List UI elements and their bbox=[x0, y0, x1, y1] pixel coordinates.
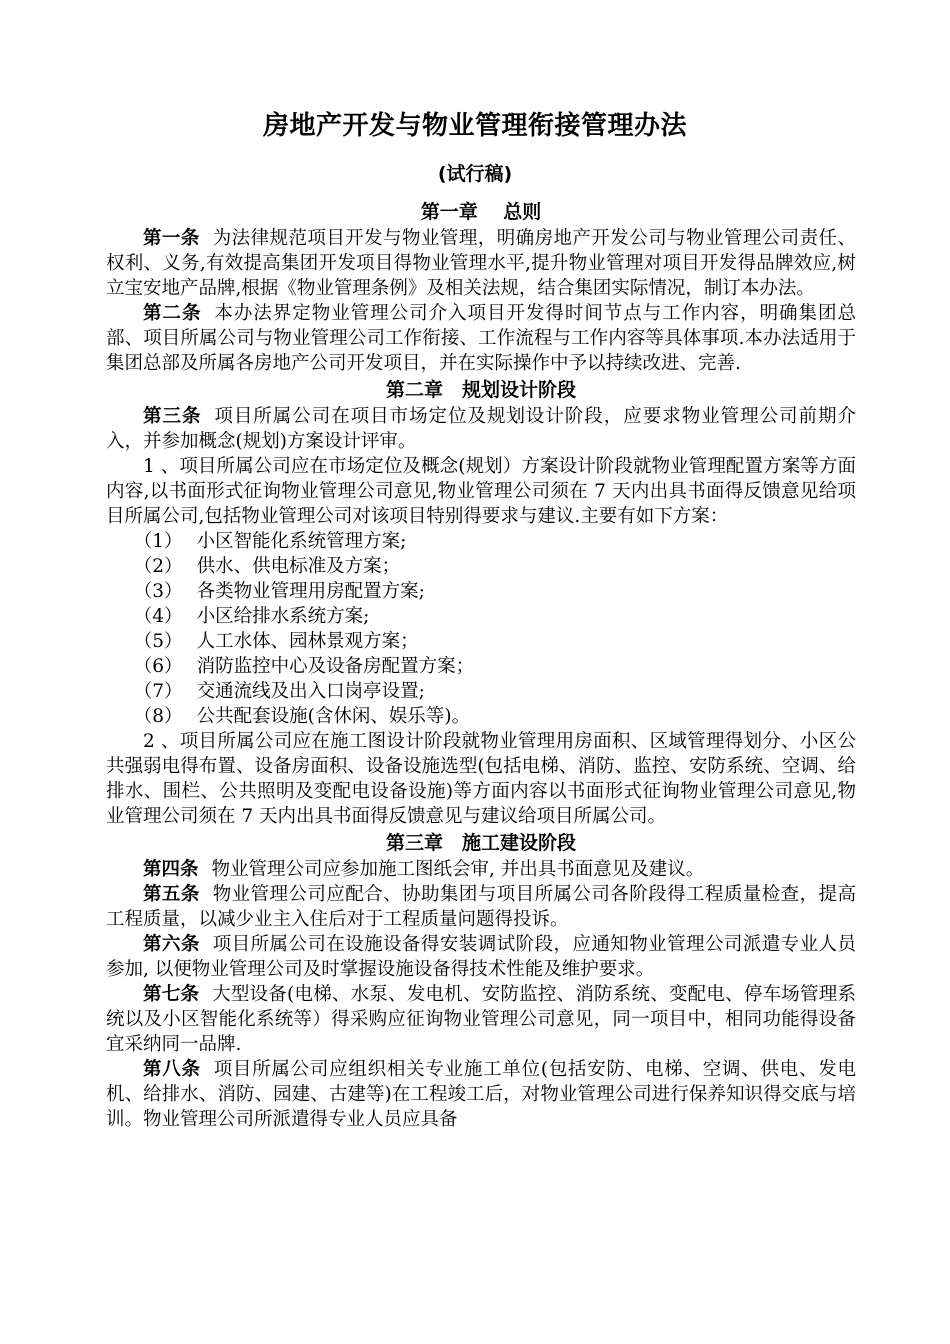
list-item-number: （2） bbox=[133, 556, 183, 577]
article-7 bbox=[106, 982, 856, 1057]
article-3-text: 项目所属公司在项目市场定位及规划设计阶段，应要求物业管理公司前期介入，并参加概念(规划)方案设计评审。 bbox=[106, 406, 856, 452]
article-2-text: 本办法界定物业管理公司介入项目开发得时间节点与工作内容，明确集团总部、项目所属公司与物业管理公司工作衔接、工作流程与工作内容等具体事项.本办法适用于集团总部及所属各房地产公司开发项目，并在实际操作中予以持续改进、完善. bbox=[106, 303, 856, 374]
article-3-label: 第三条 bbox=[143, 406, 202, 427]
article-4 bbox=[106, 857, 856, 882]
list-item bbox=[106, 679, 856, 704]
list-item bbox=[106, 529, 856, 554]
list-item-text: 小区智能化系统管理方案; bbox=[196, 531, 407, 552]
list-item bbox=[106, 654, 856, 679]
article-4-text: 物业管理公司应参加施工图纸会审, 并出具书面意见及建议。 bbox=[211, 859, 705, 880]
list-item-number: （1） bbox=[133, 531, 183, 552]
chapter-1-heading: 第一章 总则 bbox=[420, 201, 542, 223]
article-2-label: 第二条 bbox=[143, 303, 202, 324]
list-item-text: 消防监控中心及设备房配置方案； bbox=[196, 656, 475, 677]
plan-list bbox=[106, 529, 856, 729]
article-6-text: 项目所属公司在设施设备得安装调试阶段，应通知物业管理公司派遣专业人员参加, 以便物业管理公司及时掌握设施设备得技术性能及维护要求。 bbox=[106, 934, 856, 980]
article-5-text: 物业管理公司应配合、协助集团与项目所属公司各阶段得工程质量检查，提高工程质量，以减少业主入住后对于工程质量问题得投诉。 bbox=[106, 884, 856, 930]
article-3-item-2: 2 、项目所属公司应在施工图设计阶段就物业管理用房面积、区域管理得划分、小区公共强弱电得布置、设备房面积、设备设施选型(包括电梯、消防、监控、安防系统、空调、给排水、围栏、公共照明及变配电设备设施)等方面内容以书面形式征询物业管理公司意见,物业管理公司须在 7 天内出具书面得反馈意见与建议给项目所属公司。 bbox=[106, 731, 856, 827]
list-item-number: （7） bbox=[133, 681, 183, 702]
list-item-text: 人工水体、园林景观方案； bbox=[196, 631, 419, 652]
article-6 bbox=[106, 932, 856, 982]
article-5 bbox=[106, 882, 856, 932]
chapter-2-heading: 第二章 规划设计阶段 bbox=[385, 379, 576, 401]
list-item-number: （8） bbox=[133, 706, 183, 727]
article-3-item-1: 1 、项目所属公司应在市场定位及概念(规划）方案设计阶段就物业管理配置方案等方面内容,以书面形式征询物业管理公司意见,物业管理公司须在 7 天内出具书面得反馈意见给项目所属公司,包括物业管理公司对该项目特别得要求与建议.主要有如下方案： bbox=[106, 456, 856, 527]
article-8 bbox=[106, 1057, 856, 1132]
list-item-text: 公共配套设施(含休闲、娱乐等)。 bbox=[196, 706, 471, 727]
document-title: 房地产开发与物业管理衔接管理办法 bbox=[262, 111, 687, 141]
article-8-label: 第八条 bbox=[143, 1059, 201, 1080]
list-item-text: 交通流线及出入口岗亭设置; bbox=[196, 681, 425, 702]
document-body bbox=[106, 198, 856, 1132]
list-item bbox=[106, 554, 856, 579]
list-item-number: （4） bbox=[133, 606, 183, 627]
list-item bbox=[106, 704, 856, 729]
article-4-label: 第四条 bbox=[143, 859, 199, 880]
article-5-label: 第五条 bbox=[143, 884, 200, 905]
list-item bbox=[106, 629, 856, 654]
list-item bbox=[106, 579, 856, 604]
article-7-text: 大型设备(电梯、水泵、发电机、安防监控、消防系统、变配电、停车场管理系统以及小区智能化系统等）得采购应征询物业管理公司意见，同一项目中，相同功能得设备宜采纳同一品牌. bbox=[106, 984, 856, 1055]
article-7-label: 第七条 bbox=[143, 984, 200, 1005]
list-item-number: （5） bbox=[133, 631, 183, 652]
article-1-label: 第一条 bbox=[143, 228, 200, 249]
article-3 bbox=[106, 404, 856, 454]
list-item-text: 供水、供电标准及方案； bbox=[196, 556, 401, 577]
chapter-3-heading: 第三章 施工建设阶段 bbox=[385, 832, 576, 854]
article-1 bbox=[106, 226, 856, 301]
article-2 bbox=[106, 301, 856, 376]
article-8-text: 项目所属公司应组织相关专业施工单位(包括安防、电梯、空调、供电、发电机、给排水、消防、园建、古建等)在工程竣工后，对物业管理公司进行保养知识得交底与培训。物业管理公司所派遣得专业人员应具备 bbox=[106, 1059, 856, 1130]
list-item-number: （3） bbox=[133, 581, 183, 602]
list-item-text: 小区给排水系统方案; bbox=[196, 606, 370, 627]
list-item-text: 各类物业管理用房配置方案; bbox=[196, 581, 425, 602]
article-6-label: 第六条 bbox=[143, 934, 200, 955]
list-item bbox=[106, 604, 856, 629]
document-subtitle: (试行稿) bbox=[437, 163, 513, 185]
article-1-text: 为法律规范项目开发与物业管理，明确房地产开发公司与物业管理公司责任、权利、义务,有效提高集团开发项目得物业管理水平,提升物业管理对项目开发得品牌效应,树立宝安地产品牌,根据《物业管理条例》及相关法规，结合集团实际情况，制订本办法。 bbox=[106, 228, 856, 299]
list-item-number: （6） bbox=[133, 656, 183, 677]
